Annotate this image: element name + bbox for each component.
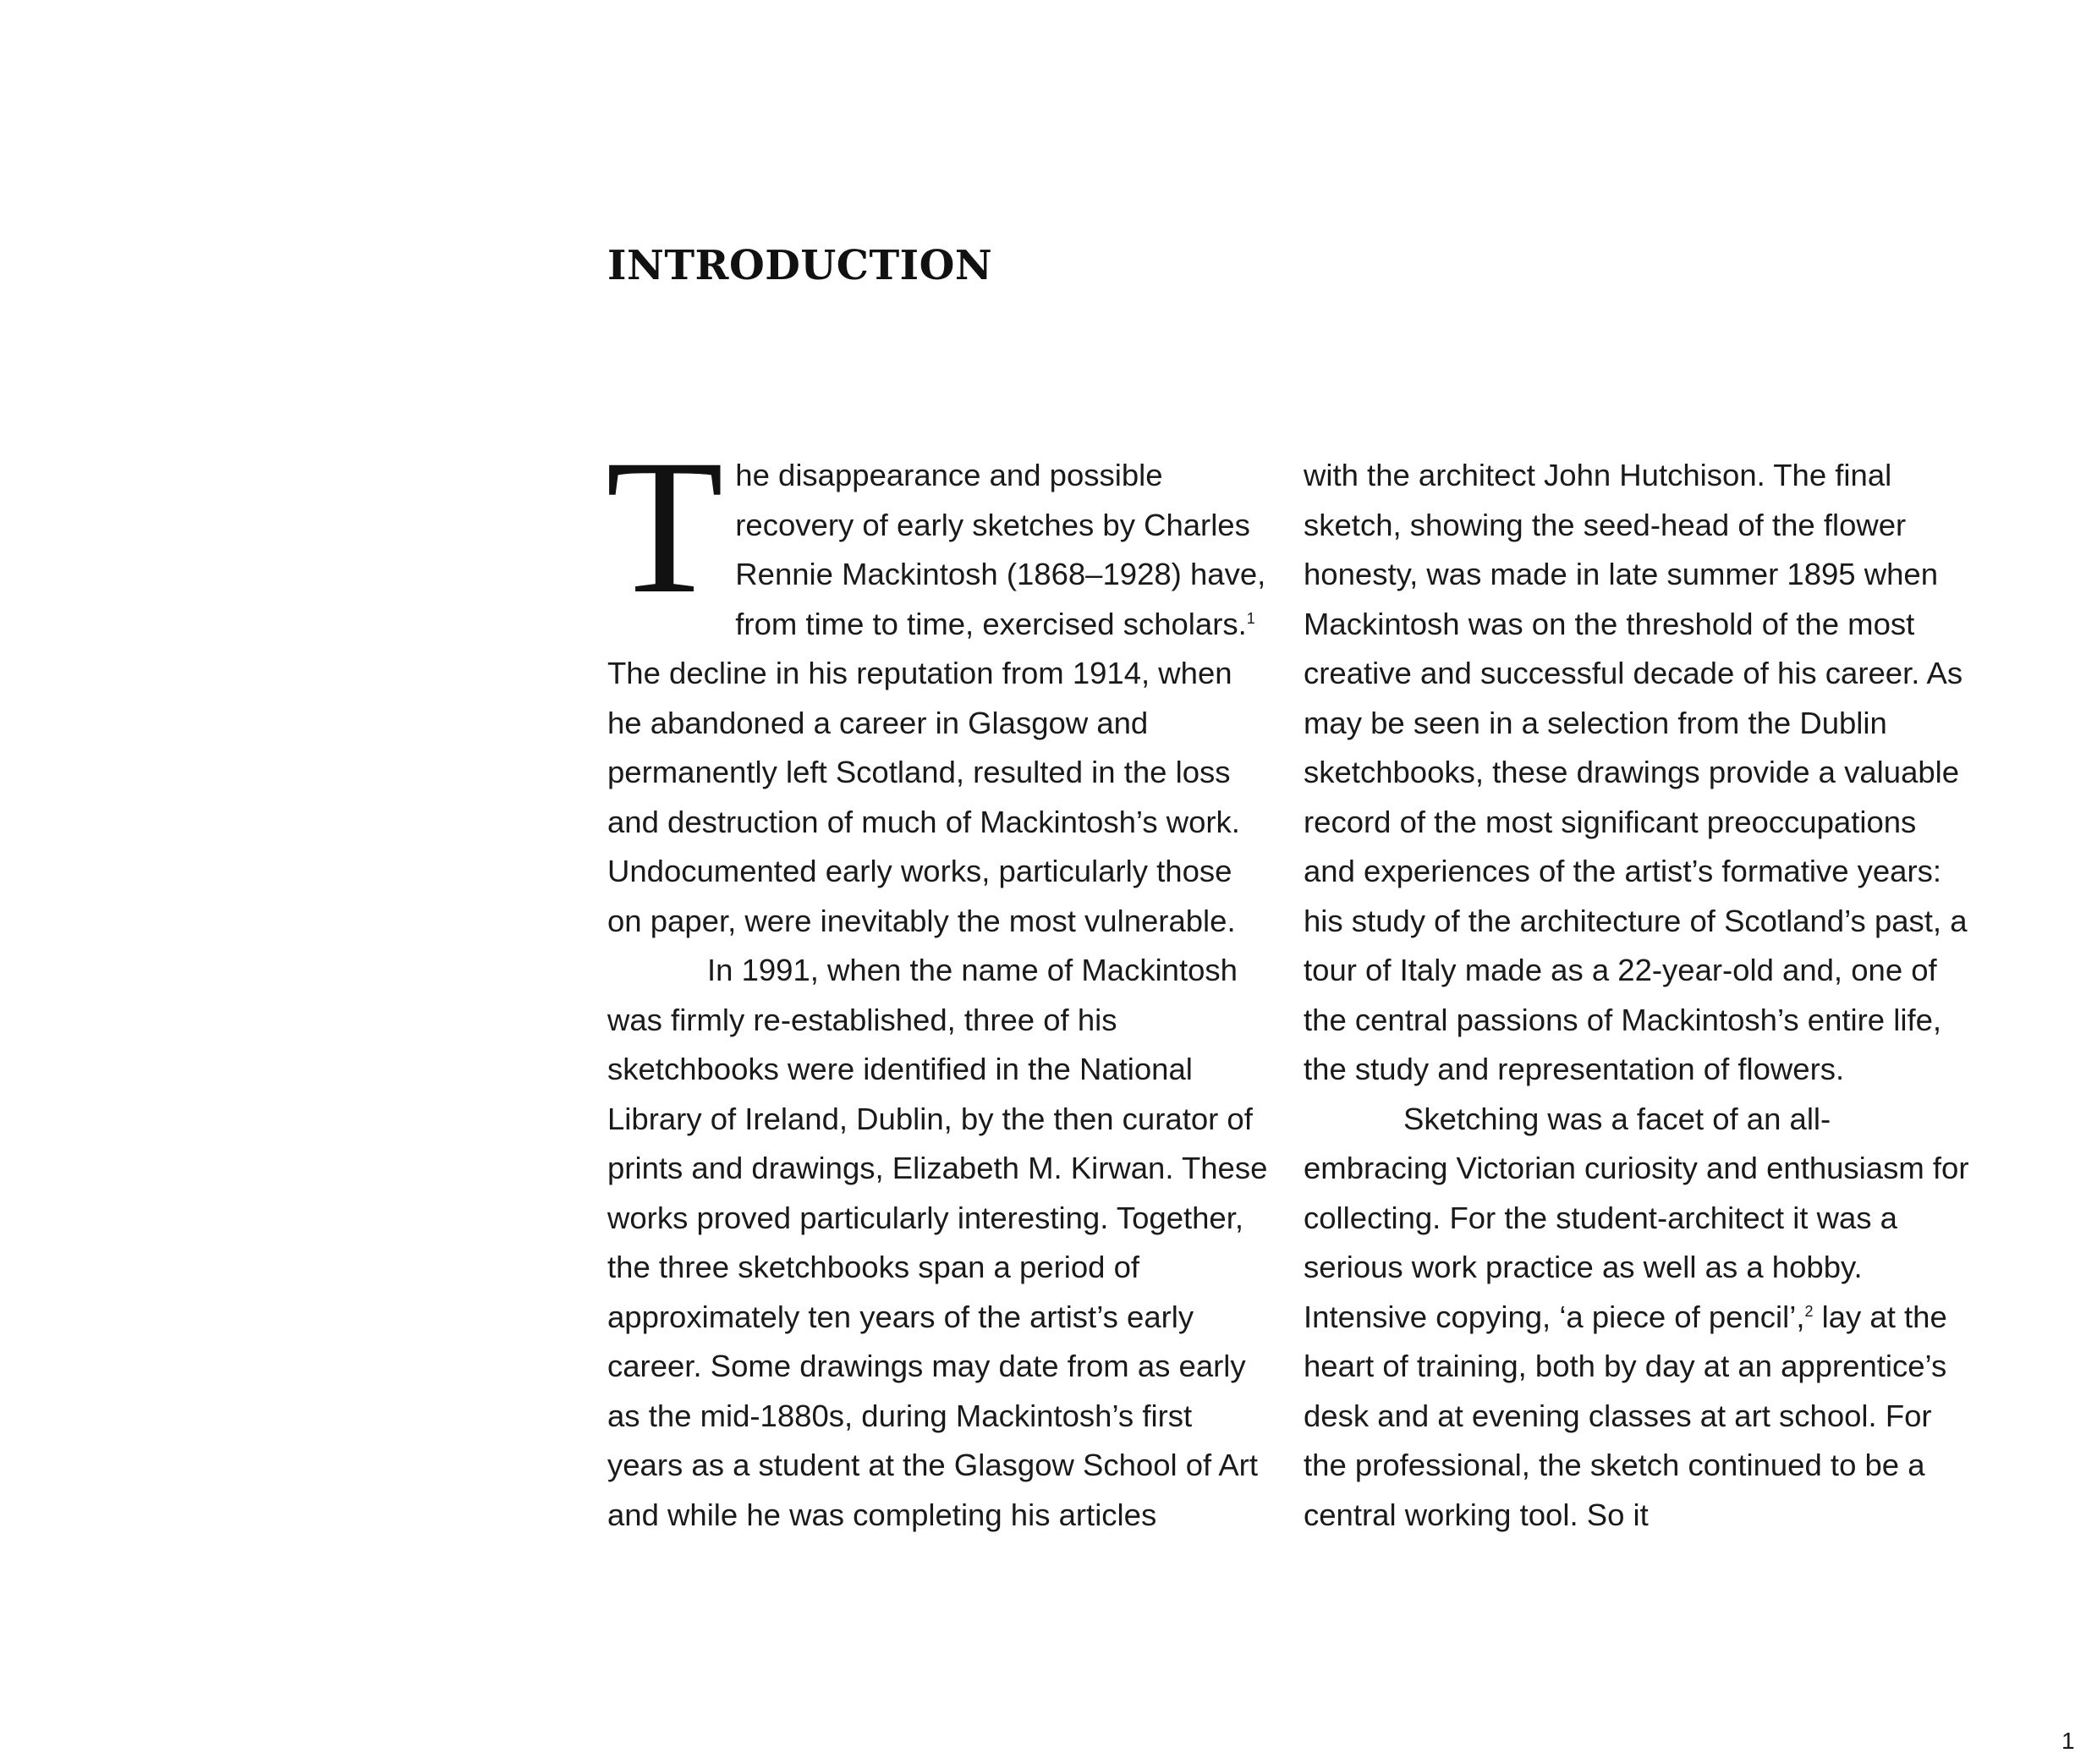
- page-title: INTRODUCTION: [607, 242, 993, 289]
- paragraph-4-continued: lay at the heart of training, both by day at an apprentice’s desk and at evening classes at art school. For the professional, the sketch continued to be a central working tool. So it: [1304, 1299, 1947, 1532]
- paragraph-1: [606, 420, 1271, 946]
- right-column: [1304, 451, 1972, 1540]
- footnote-ref-2[interactable]: 2: [1804, 1302, 1814, 1320]
- left-column: [606, 420, 1271, 1540]
- paragraph-4-text: Sketching was a facet of an all-embracing Victorian curiosity and enthusiasm for collecting. For the student-architect it was a serious work practice as well as a hobby. Intensive copying, ‘a piece of pencil’,: [1304, 1101, 1969, 1334]
- paragraph-2: In 1991, when the name of Mackintosh was firmly re-established, three of his sketchbooks were identified in the National Library of Ireland, Dublin, by the then curator of prints and drawings, Elizabeth M. Kirwan. These works proved particularly interesting. Together, the three sketchbooks span a period of approximately ten years of the artist’s early career. Some drawings may date from as early as the mid-1880s, during Mackintosh’s first years as a student at the Glasgow School of Art and while he was completing his articles: [607, 953, 1268, 1532]
- paragraph-1-continued: The decline in his reputation from 1914, when he abandoned a career in Glasgow and permanently left Scotland, resulted in the loss and destruction of much of Mackintosh’s work. Undocumented early works, particularly those on paper, were inevitably the most vulnerable.: [607, 656, 1240, 938]
- page-number: 1: [2061, 1728, 2075, 1754]
- paragraph-1-text: he disappearance and possible recovery of early sketches by Charles Rennie Mackintosh (1868–1928) have, from time to time, exercised scholars.: [735, 458, 1266, 641]
- paragraph-4: [1304, 1095, 1972, 1541]
- paragraph-3: with the architect John Hutchison. The final sketch, showing the seed-head of the flower honesty, was made in late summer 1895 when Mackintosh was on the threshold of the most creative and successful decade of his career. As may be seen in a selection from the Dublin sketchbooks, these drawings provide a valuable record of the most significant preoccupations and experiences of the artist’s formative years: his study of the architecture of Scotland’s past, a tour of Italy made as a 22-year-old and, one of the central passions of Mackintosh’s entire life, the study and representation of flowers.: [1304, 458, 1968, 1086]
- footnote-ref-1[interactable]: 1: [1246, 609, 1255, 627]
- drop-cap: T: [606, 420, 724, 634]
